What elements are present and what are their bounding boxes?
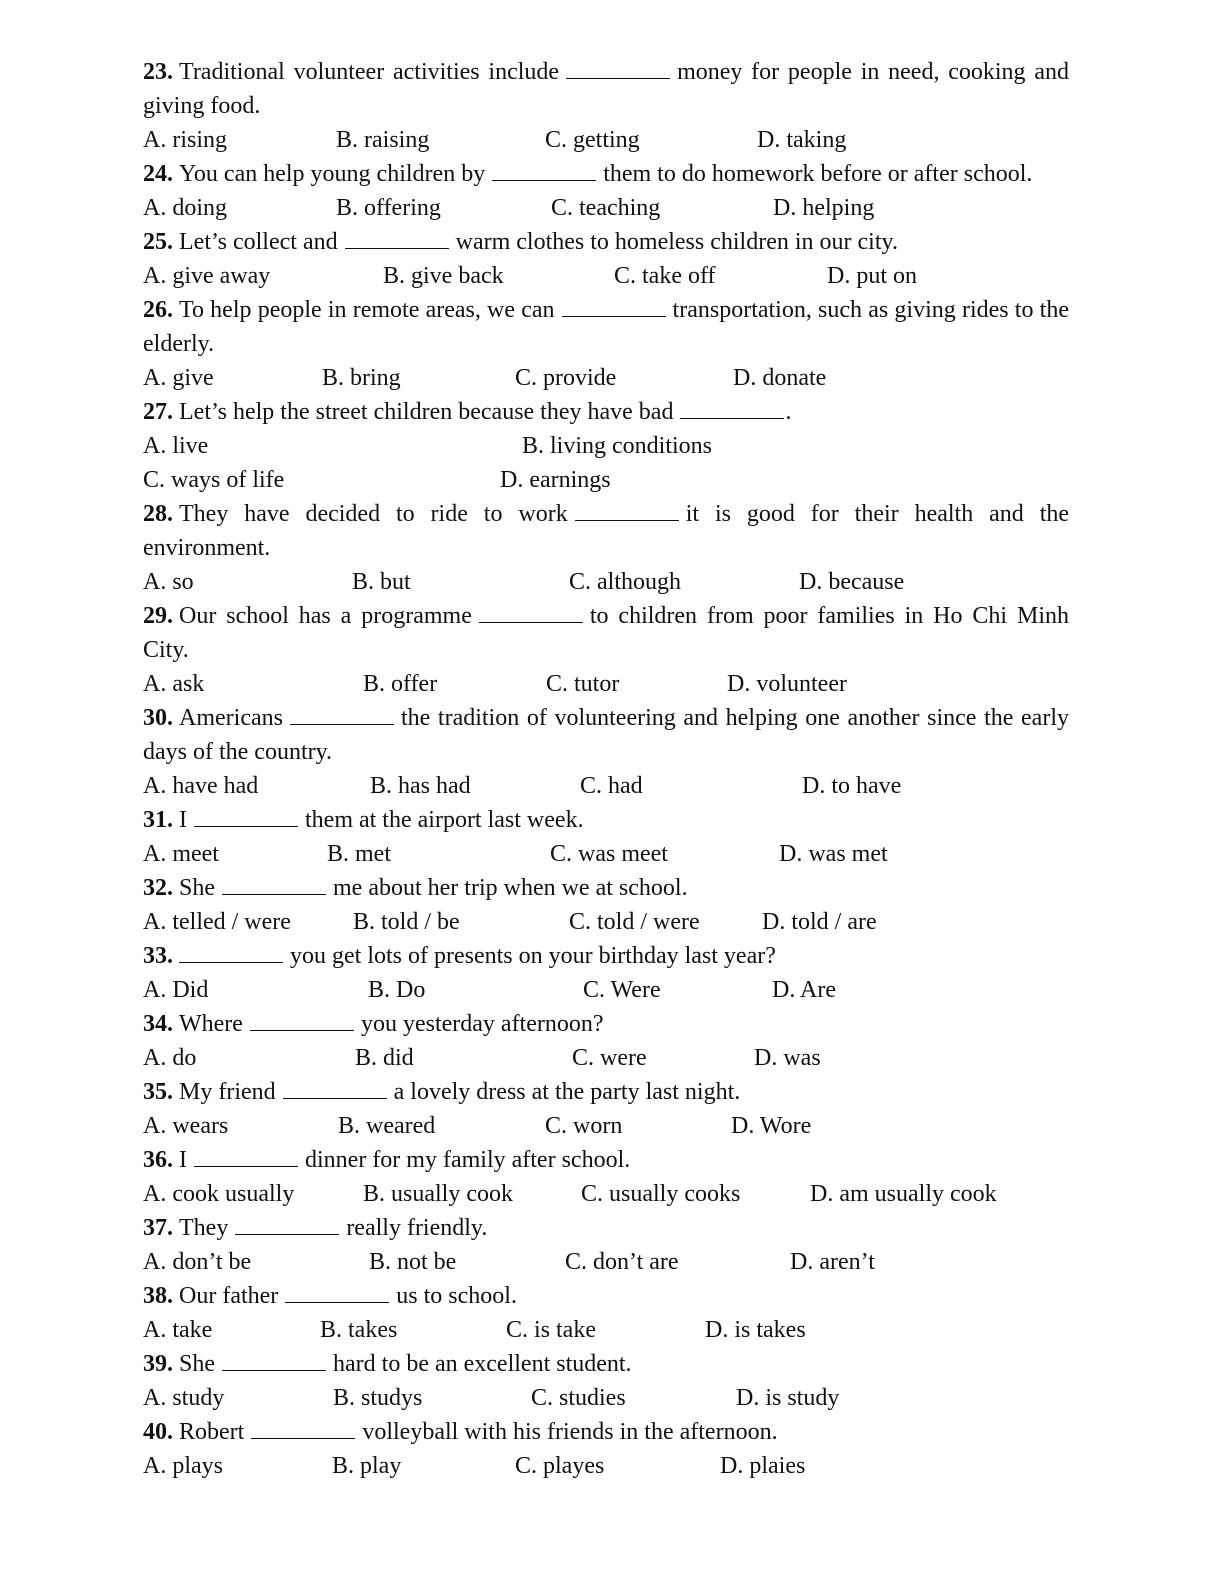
option-b[interactable]: B. living conditions — [522, 433, 713, 459]
question-stem-end: them at the airport last week. — [305, 807, 584, 833]
answer-blank[interactable] — [290, 702, 394, 725]
option-b[interactable]: B. bring — [322, 365, 401, 391]
question-number: 26. — [143, 297, 173, 323]
question-36 — [143, 1143, 1069, 1177]
question-number: 29. — [143, 603, 173, 629]
question-26 — [143, 293, 1069, 361]
option-a[interactable]: A. cook usually — [143, 1181, 295, 1207]
question-stem: She — [179, 875, 215, 901]
option-d[interactable]: D. was — [754, 1045, 821, 1071]
question-stem-end: them to do homework before or after school. — [603, 161, 1033, 187]
option-c[interactable]: C. ways of life — [143, 467, 285, 493]
question-33 — [143, 939, 1069, 973]
option-c[interactable]: C. is take — [506, 1317, 596, 1343]
question-stem: Let’s collect and — [179, 229, 338, 255]
question-number: 28. — [143, 501, 173, 527]
options-29 — [143, 667, 1069, 701]
question-stem: Let’s help the street children because they have bad — [179, 399, 674, 425]
option-c[interactable]: C. studies — [531, 1385, 626, 1411]
question-stem: Where — [179, 1011, 243, 1037]
answer-blank[interactable] — [194, 804, 298, 827]
option-a[interactable]: A. Did — [143, 977, 209, 1003]
options-27-row2 — [143, 463, 1069, 497]
option-c[interactable]: C. told / were — [569, 909, 700, 935]
question-number: 27. — [143, 399, 173, 425]
option-b[interactable]: B. but — [352, 569, 411, 595]
option-c[interactable]: C. don’t are — [565, 1249, 679, 1275]
option-c[interactable]: C. playes — [515, 1453, 605, 1479]
question-stem-end: to children from poor families in Ho Chi Minh City. — [143, 603, 1069, 663]
question-24 — [143, 157, 1069, 191]
question-number: 32. — [143, 875, 173, 901]
question-stem-end: dinner for my family after school. — [305, 1147, 631, 1173]
question-number: 31. — [143, 807, 173, 833]
options-28 — [143, 565, 1069, 599]
answer-blank[interactable] — [575, 498, 679, 521]
options-36 — [143, 1177, 1069, 1211]
option-a[interactable]: A. so — [143, 569, 194, 595]
option-d[interactable]: D. aren’t — [790, 1249, 875, 1275]
answer-blank[interactable] — [222, 872, 326, 895]
option-c[interactable]: C. teaching — [551, 195, 661, 221]
option-d[interactable]: D. taking — [757, 127, 847, 153]
answer-blank[interactable] — [345, 226, 449, 249]
question-stem-end: volleyball with his friends in the afternoon. — [362, 1419, 778, 1445]
question-stem-end: warm clothes to homeless children in our city. — [455, 229, 898, 255]
option-d[interactable]: D. Wore — [731, 1113, 812, 1139]
option-b[interactable]: B. offering — [336, 195, 441, 221]
question-stem-end: the tradition of volunteering and helping one another since the early days of the country. — [143, 705, 1069, 765]
option-d[interactable]: D. am usually cook — [810, 1181, 997, 1207]
question-stem: To help people in remote areas, we can — [179, 297, 555, 323]
option-a[interactable]: A. doing — [143, 195, 227, 221]
answer-blank[interactable] — [194, 1144, 298, 1167]
question-28 — [143, 497, 1069, 565]
options-23 — [143, 123, 1069, 157]
option-a[interactable]: A. meet — [143, 841, 219, 867]
options-33 — [143, 973, 1069, 1007]
option-b[interactable]: B. has had — [370, 773, 471, 799]
question-27 — [143, 395, 1069, 429]
options-25 — [143, 259, 1069, 293]
option-c[interactable]: C. Were — [583, 977, 661, 1003]
answer-blank[interactable] — [285, 1280, 389, 1303]
question-number: 39. — [143, 1351, 173, 1377]
question-stem: They — [179, 1215, 229, 1241]
answer-blank[interactable] — [222, 1348, 326, 1371]
options-35 — [143, 1109, 1069, 1143]
question-stem-end: really friendly. — [346, 1215, 488, 1241]
options-34 — [143, 1041, 1069, 1075]
option-c[interactable]: C. getting — [545, 127, 640, 153]
option-b[interactable]: B. offer — [363, 671, 438, 697]
option-a[interactable]: A. plays — [143, 1453, 223, 1479]
question-stem-end: money for people in need, cooking and giving food. — [143, 59, 1069, 119]
question-stem: Robert — [179, 1419, 245, 1445]
option-c[interactable]: C. worn — [545, 1113, 623, 1139]
option-d[interactable]: D. volunteer — [727, 671, 847, 697]
question-stem: I — [179, 1147, 187, 1173]
option-b[interactable]: B. did — [355, 1045, 414, 1071]
question-stem-end: transportation, such as giving rides to the elderly. — [143, 297, 1069, 357]
question-stem-end: us to school. — [396, 1283, 517, 1309]
question-number: 25. — [143, 229, 173, 255]
question-stem: My friend — [179, 1079, 276, 1105]
question-34 — [143, 1007, 1069, 1041]
options-27-row1 — [143, 429, 1069, 463]
question-stem: Our father — [179, 1283, 279, 1309]
option-d[interactable]: D. was met — [779, 841, 888, 867]
question-number: 37. — [143, 1215, 173, 1241]
answer-blank[interactable] — [492, 158, 596, 181]
option-b[interactable]: B. Do — [368, 977, 426, 1003]
question-number: 36. — [143, 1147, 173, 1173]
question-number: 33. — [143, 943, 173, 969]
question-stem-end: a lovely dress at the party last night. — [393, 1079, 741, 1105]
options-38 — [143, 1313, 1069, 1347]
option-b[interactable]: B. give back — [383, 263, 504, 289]
question-39 — [143, 1347, 1069, 1381]
question-stem: Americans — [179, 705, 283, 731]
option-a[interactable]: A. wears — [143, 1113, 229, 1139]
worksheet — [143, 55, 1069, 1483]
answer-blank[interactable] — [283, 1076, 387, 1099]
options-39 — [143, 1381, 1069, 1415]
question-number: 40. — [143, 1419, 173, 1445]
option-a[interactable]: A. study — [143, 1385, 225, 1411]
option-a[interactable]: A. take — [143, 1317, 213, 1343]
answer-blank[interactable] — [479, 600, 583, 623]
question-23 — [143, 55, 1069, 123]
answer-blank[interactable] — [250, 1008, 354, 1031]
question-number: 30. — [143, 705, 173, 731]
question-38 — [143, 1279, 1069, 1313]
question-stem: Traditional volunteer activities include — [179, 59, 560, 85]
option-b[interactable]: B. met — [327, 841, 391, 867]
options-26 — [143, 361, 1069, 395]
option-d[interactable]: D. Are — [772, 977, 836, 1003]
options-24 — [143, 191, 1069, 225]
option-b[interactable]: B. studys — [333, 1385, 423, 1411]
option-b[interactable]: B. raising — [336, 127, 430, 153]
option-a[interactable]: A. live — [143, 433, 209, 459]
question-stem-end: me about her trip when we at school. — [333, 875, 688, 901]
option-a[interactable]: A. give away — [143, 263, 271, 289]
question-40 — [143, 1415, 1069, 1449]
option-d[interactable]: D. put on — [827, 263, 917, 289]
question-stem: Our school has a programme — [179, 603, 472, 629]
option-b[interactable]: B. usually cook — [363, 1181, 513, 1207]
answer-blank[interactable] — [680, 396, 784, 419]
option-d[interactable]: D. earnings — [500, 467, 611, 493]
question-stem: You can help young children by — [179, 161, 486, 187]
option-d[interactable]: D. told / are — [762, 909, 877, 935]
question-number: 35. — [143, 1079, 173, 1105]
options-31 — [143, 837, 1069, 871]
option-d[interactable]: D. to have — [802, 773, 902, 799]
question-25 — [143, 225, 1069, 259]
option-b[interactable]: B. not be — [369, 1249, 457, 1275]
option-c[interactable]: C. take off — [614, 263, 716, 289]
option-c[interactable]: C. were — [572, 1045, 647, 1071]
option-b[interactable]: B. weared — [338, 1113, 436, 1139]
question-37 — [143, 1211, 1069, 1245]
options-30 — [143, 769, 1069, 803]
question-32 — [143, 871, 1069, 905]
option-d[interactable]: D. because — [799, 569, 905, 595]
answer-blank[interactable] — [235, 1212, 339, 1235]
options-32 — [143, 905, 1069, 939]
answer-blank[interactable] — [562, 294, 666, 317]
option-a[interactable]: A. don’t be — [143, 1249, 252, 1275]
option-a[interactable]: A. ask — [143, 671, 205, 697]
option-d[interactable]: D. helping — [773, 195, 875, 221]
question-number: 38. — [143, 1283, 173, 1309]
question-number: 24. — [143, 161, 173, 187]
option-b[interactable]: B. told / be — [353, 909, 460, 935]
question-stem: I — [179, 807, 187, 833]
question-stem-end: it is good for their health and the environment. — [143, 501, 1070, 561]
answer-blank[interactable] — [566, 56, 670, 79]
options-37 — [143, 1245, 1069, 1279]
option-a[interactable]: A. have had — [143, 773, 259, 799]
question-29 — [143, 599, 1069, 667]
question-stem-end: . — [785, 399, 792, 425]
question-30 — [143, 701, 1069, 769]
option-c[interactable]: C. although — [569, 569, 681, 595]
question-35 — [143, 1075, 1069, 1109]
question-stem-end: you yesterday afternoon? — [360, 1011, 604, 1037]
question-stem-end: you get lots of presents on your birthday last year? — [290, 943, 776, 969]
option-c[interactable]: C. had — [580, 773, 643, 799]
option-b[interactable]: B. play — [332, 1453, 402, 1479]
answer-blank[interactable] — [251, 1416, 355, 1439]
option-c[interactable]: C. was meet — [550, 841, 668, 867]
option-a[interactable]: A. give — [143, 365, 214, 391]
options-40 — [143, 1449, 1069, 1483]
option-d[interactable]: D. is study — [736, 1385, 840, 1411]
option-c[interactable]: C. usually cooks — [581, 1181, 741, 1207]
question-number: 23. — [143, 59, 173, 85]
option-c[interactable]: C. tutor — [546, 671, 620, 697]
option-a[interactable]: A. do — [143, 1045, 197, 1071]
question-stem: She — [179, 1351, 215, 1377]
option-c[interactable]: C. provide — [515, 365, 617, 391]
answer-blank[interactable] — [179, 940, 283, 963]
question-stem: They have decided to ride to work — [179, 501, 568, 527]
option-d[interactable]: D. plaies — [720, 1453, 806, 1479]
option-b[interactable]: B. takes — [320, 1317, 398, 1343]
question-31 — [143, 803, 1069, 837]
question-stem-end: hard to be an excellent student. — [333, 1351, 632, 1377]
question-number: 34. — [143, 1011, 173, 1037]
option-d[interactable]: D. is takes — [705, 1317, 806, 1343]
option-d[interactable]: D. donate — [733, 365, 827, 391]
option-a[interactable]: A. rising — [143, 127, 227, 153]
option-a[interactable]: A. telled / were — [143, 909, 291, 935]
